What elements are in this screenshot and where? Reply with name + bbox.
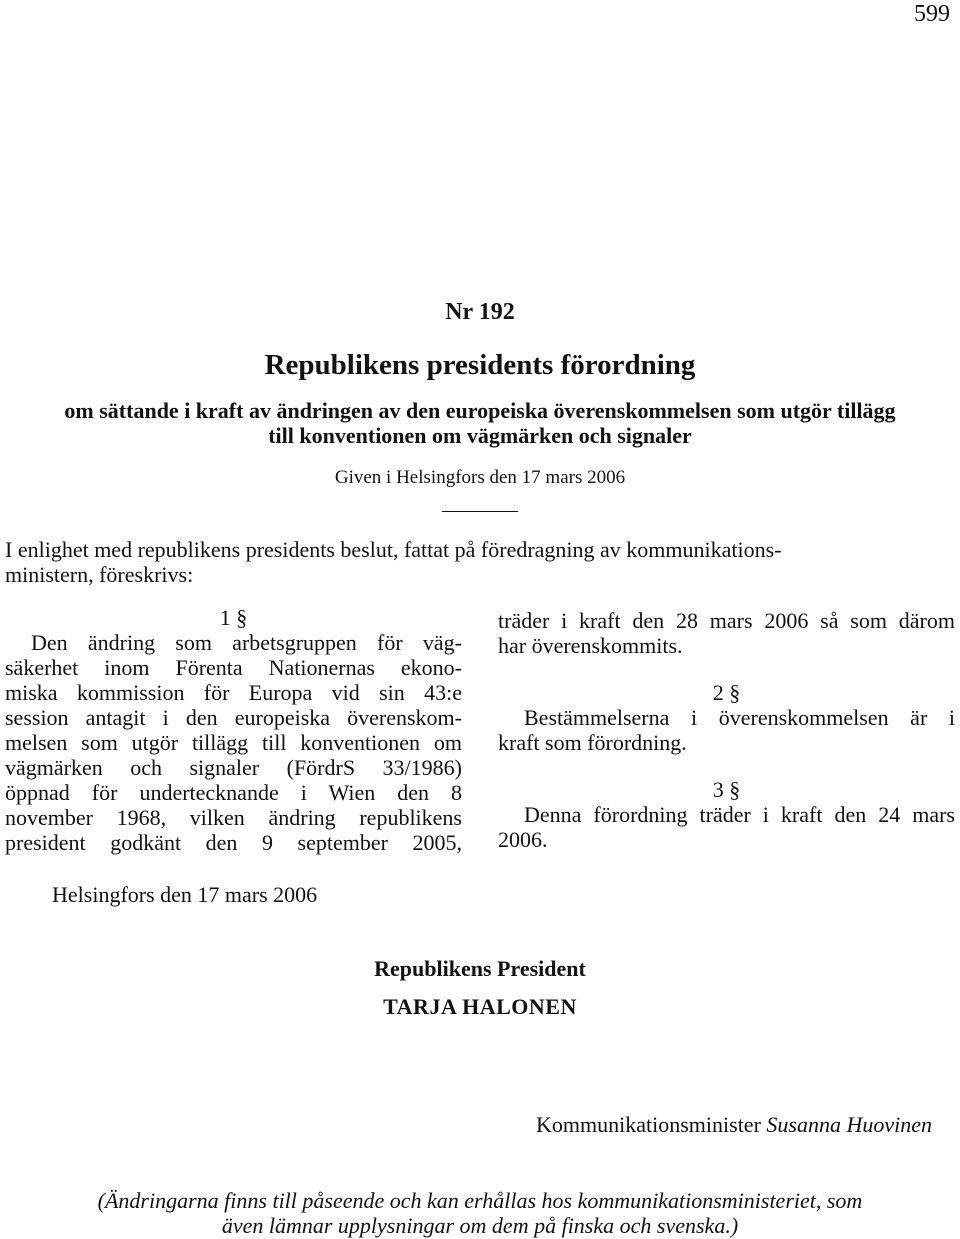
footnote — [0, 1188, 960, 1238]
section-2-heading: 2 § — [712, 680, 741, 705]
section-3-line: 2006. — [498, 827, 548, 852]
intro-line: I enlighet med republikens presidents beslut, fattat på föredragning av kommunikations- — [5, 537, 782, 562]
footnote-line: även lämnar upplysningar om dem på finska och svenska.) — [221, 1213, 739, 1238]
left-column — [5, 605, 462, 855]
section-1-line: öppnad för undertecknande i Wien den 8 — [5, 780, 462, 805]
spacer — [498, 658, 955, 680]
statute-number: Nr 192 — [445, 299, 515, 325]
section-1-line: Den ändring som arbetsgruppen för väg- — [31, 630, 462, 655]
signature-place-date: Helsingfors den 17 mars 2006 — [52, 882, 318, 907]
section-1-line: har överenskommits. — [498, 633, 683, 658]
section-3-line: Denna förordning träder i kraft den 24 mars — [524, 802, 955, 827]
statute-subtitle — [0, 398, 960, 448]
intro-paragraph — [5, 537, 955, 587]
minister-name: Susanna Huovinen — [766, 1112, 932, 1137]
section-1-line: session antagit i den europeiska överenskom- — [5, 705, 462, 730]
section-1-line: president godkänt den 9 september 2005, — [5, 830, 462, 855]
statute-title: Republikens presidents förordning — [264, 349, 696, 381]
subtitle-line: om sättande i kraft av ändringen av den europeiska överenskommelsen som utgör tillägg — [64, 398, 896, 423]
president-name: TARJA HALONEN — [383, 994, 577, 1019]
minister-title: Kommunikationsminister — [536, 1112, 761, 1137]
section-1-line: träder i kraft den 28 mars 2006 så som därom — [498, 608, 955, 633]
section-1-line: vägmärken och signaler (FördrS 33/1986) — [5, 755, 462, 780]
page-number: 599 — [914, 1, 950, 27]
section-2-line: kraft som förordning. — [498, 730, 687, 755]
section-2-line: Bestämmelserna i överenskommelsen är i — [524, 705, 955, 730]
intro-line: ministern, föreskrivs: — [5, 562, 194, 587]
section-1-line: november 1968, vilken ändring republikens — [5, 805, 462, 830]
section-1-line: miska kommission för Europa vid sin 43:e — [5, 680, 462, 705]
spacer — [498, 755, 955, 777]
footnote-line: (Ändringarna finns till påseende och kan erhållas hos kommunikationsministeriet, som — [97, 1188, 863, 1213]
right-column — [498, 608, 955, 852]
subtitle-line: till konventionen om vägmärken och signaler — [268, 423, 692, 448]
minister-signature — [536, 1112, 932, 1137]
section-3-heading: 3 § — [712, 777, 741, 802]
section-1-heading: 1 § — [219, 605, 248, 630]
given-date: Given i Helsingfors den 17 mars 2006 — [334, 467, 626, 488]
section-1-line: säkerhet inom Förenta Nationernas ekono- — [5, 655, 462, 680]
president-title: Republikens President — [374, 956, 586, 981]
divider-rule — [442, 511, 518, 512]
section-1-line: melsen som utgör tillägg till konventionen om — [5, 730, 462, 755]
